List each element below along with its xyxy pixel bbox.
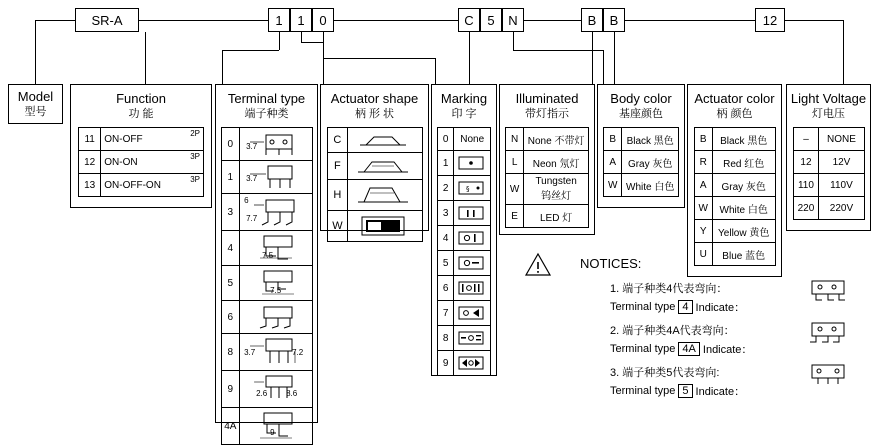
column-terminal-type (215, 84, 318, 437)
marking-figure-3 (454, 204, 488, 222)
table-row (79, 151, 204, 174)
table-row (221, 266, 312, 301)
table-row (438, 201, 491, 226)
table-row (221, 301, 312, 334)
model-title-cn: 型号 (24, 106, 47, 118)
act-color-code: B (699, 133, 707, 145)
act-color-cn: 红色 (744, 158, 765, 170)
terminal-code: 6 (227, 311, 234, 323)
body-color-cn: 白色 (654, 181, 675, 193)
act-color-code: U (699, 248, 707, 260)
notice-3-cn: 3. 端子种类5代表弯向: (610, 367, 720, 379)
table-row (694, 174, 775, 197)
act-color-en: White (719, 204, 746, 216)
notice-3-figure (806, 362, 850, 388)
marking-figure-8 (454, 329, 488, 347)
marking-code: 5 (442, 257, 449, 269)
terminal-dim: 7.5 (262, 251, 274, 260)
connector-line (625, 20, 755, 21)
light-voltage-title-cn: 灯电压 (812, 108, 845, 120)
illum-cn: 钨丝灯 (541, 191, 572, 202)
top-code-0: 0 (312, 8, 334, 32)
shape-figure-w (348, 213, 418, 239)
marking-figure-7 (454, 304, 488, 322)
voltage-code: 12 (800, 156, 812, 168)
body-color-title-en: Body color (610, 91, 672, 106)
terminal-dim: 7.2 (292, 348, 304, 357)
marking-figure-2 (454, 179, 488, 197)
column-body-color (597, 84, 685, 208)
table-row (438, 176, 491, 201)
table-row (604, 128, 679, 151)
function-code: 13 (84, 179, 96, 191)
top-code-b1: B (581, 8, 603, 32)
shape-figure-h (348, 182, 418, 208)
terminal-title-cn: 端子种类 (244, 108, 289, 120)
top-code-1a: 1 (268, 8, 290, 32)
voltage-value: 110V (830, 179, 853, 191)
voltage-code: 110 (797, 179, 814, 191)
illum-cn: 不带灯 (554, 135, 585, 147)
terminal-dim: 9 (270, 428, 275, 437)
notice-1-cn: 1. 端子种类4代表弯向： (610, 283, 728, 295)
marking-code: 6 (442, 282, 449, 294)
terminal-code: 4A (224, 420, 237, 432)
table-row (438, 301, 491, 326)
table-row (221, 161, 312, 194)
act-color-code: Y (699, 225, 707, 237)
table-row (221, 371, 312, 408)
terminal-dim: 6 (244, 196, 249, 205)
column-model (8, 84, 63, 124)
drop-line-illum (469, 32, 470, 84)
notice-1-code: 4 (678, 300, 692, 314)
illuminated-title-en: Illuminated (515, 91, 579, 106)
marking-code: 3 (442, 207, 449, 219)
light-voltage-table (793, 127, 865, 220)
terminal-code: 3 (227, 206, 234, 218)
function-text: ON-ON (104, 156, 138, 168)
actuator-color-title-en: Actuator color (694, 91, 775, 106)
drop-line-body2 (603, 50, 604, 84)
shape-figure-f (348, 155, 418, 177)
top-code-1b: 1 (290, 8, 312, 32)
voltage-value: NONE (827, 133, 856, 145)
terminal-figure-9 (240, 372, 310, 406)
column-marking (431, 84, 497, 376)
marking-figure-4 (454, 229, 488, 247)
bracket-marking (323, 58, 435, 59)
act-color-en: Yellow (718, 227, 747, 239)
column-light-voltage (786, 84, 871, 231)
illum-code: W (509, 183, 520, 195)
drop-line-function (145, 32, 146, 84)
terminal-figure-4a (240, 409, 310, 443)
table-row (438, 276, 491, 301)
function-note: 3P (190, 152, 200, 161)
table-row (327, 128, 422, 153)
table-row (694, 151, 775, 174)
illum-en: Tungsten (535, 176, 577, 187)
act-color-code: R (699, 156, 707, 168)
act-color-code: W (698, 202, 708, 214)
voltage-value: 220V (829, 202, 854, 214)
drop-line-terminal2 (222, 50, 223, 84)
function-note: 3P (190, 175, 200, 184)
terminal-code: 8 (227, 346, 234, 358)
function-code: 12 (84, 156, 96, 168)
illum-cn: 氖灯 (559, 158, 580, 170)
function-title-cn: 功 能 (128, 108, 154, 120)
table-row (327, 180, 422, 211)
act-color-cn: 蓝色 (745, 250, 766, 262)
marking-title-cn: 印 字 (451, 108, 477, 120)
light-voltage-title-en: Light Voltage (790, 91, 867, 106)
table-row (694, 220, 775, 243)
table-row (438, 326, 491, 351)
marking-title-en: Marking (440, 91, 488, 106)
marking-code: 7 (442, 307, 449, 319)
column-function (70, 84, 212, 208)
terminal-table (221, 127, 313, 445)
drop-line-model (35, 20, 36, 84)
notice-2-cn: 2. 端子种类4A代表弯向： (610, 325, 735, 337)
voltage-code: 220 (797, 202, 815, 214)
terminal-dim: 2.6 (256, 389, 268, 398)
table-row (604, 174, 679, 197)
marking-code: 8 (442, 332, 449, 344)
voltage-value: 12V (832, 156, 851, 168)
terminal-dim: 3.7 (246, 142, 258, 151)
top-code-12: 12 (755, 8, 785, 32)
body-color-en: Black (626, 135, 652, 147)
function-table (78, 127, 204, 197)
table-row (221, 194, 312, 231)
table-row (694, 128, 775, 151)
marking-code: 4 (442, 232, 449, 244)
illuminated-table (505, 127, 589, 228)
body-color-code: W (607, 179, 618, 191)
notice-2-en-prefix: Terminal type (610, 343, 676, 355)
table-row (221, 408, 312, 445)
table-row (438, 251, 491, 276)
table-row (793, 197, 864, 220)
table-row (327, 211, 422, 242)
svg-text:§: § (466, 185, 470, 193)
body-color-cn: 灰色 (652, 158, 673, 170)
actuator-color-title-cn: 柄 颜色 (716, 108, 753, 120)
marking-figure-6 (454, 279, 488, 297)
drop-line-actcolor (614, 32, 615, 84)
illum-cn: 灯 (562, 212, 573, 224)
table-row (438, 128, 491, 151)
terminal-dim: 3.7 (246, 174, 258, 183)
notice-2-en-suffix: Indicate： (702, 344, 753, 356)
table-row (506, 151, 589, 174)
shape-code: H (333, 189, 342, 201)
model-title-en: Model (17, 89, 54, 104)
terminal-dim: 7.5 (270, 286, 282, 295)
body-color-code: A (609, 156, 617, 168)
act-color-en: Gray (721, 181, 744, 193)
warning-triangle-icon (524, 252, 552, 278)
actuator-shape-title-cn: 柄 形 状 (354, 108, 395, 120)
connector-line (785, 20, 843, 21)
table-row (221, 231, 312, 266)
shape-figure-c (348, 130, 418, 150)
top-code-n: N (502, 8, 524, 32)
connector-line (35, 20, 75, 21)
table-row (604, 151, 679, 174)
act-color-cn: 黄色 (749, 227, 770, 239)
table-row (694, 243, 775, 266)
function-note: 2P (190, 129, 200, 138)
illuminated-title-cn: 带灯指示 (525, 108, 569, 120)
notices-title: NOTICES: (580, 256, 642, 271)
notice-1-en-suffix: Indicate： (695, 302, 746, 314)
act-color-en: Black (720, 135, 745, 147)
terminal-figure-6 (240, 302, 310, 332)
illum-code: L (511, 156, 518, 168)
body-color-en: White (626, 181, 652, 193)
table-row (793, 128, 864, 151)
column-actuator-color (687, 84, 782, 277)
notice-2-code: 4A (678, 342, 699, 356)
marking-code: 0 (442, 133, 449, 145)
notice-3-en-suffix: Indicate： (695, 386, 746, 398)
marking-none-label: None (460, 133, 485, 145)
shape-code: W (332, 220, 343, 232)
shape-code: F (334, 160, 341, 172)
table-row (438, 151, 491, 176)
marking-figure-5 (454, 254, 488, 272)
bracket-terminal (222, 50, 279, 51)
drop-line-marking2 (435, 58, 436, 84)
body-color-en: Gray (627, 158, 650, 170)
bracket-body (513, 50, 603, 51)
illum-en: LED (539, 212, 560, 224)
terminal-title-en: Terminal type (227, 91, 306, 106)
act-color-cn: 灰色 (745, 181, 766, 193)
body-color-table (603, 127, 679, 197)
table-row (506, 205, 589, 228)
function-text: ON-OFF-ON (104, 179, 161, 191)
top-code-sr-a: SR-A (75, 8, 139, 32)
table-row (221, 334, 312, 371)
terminal-figure-3 (240, 195, 310, 229)
table-row (327, 153, 422, 180)
illum-code: N (510, 133, 519, 145)
actuator-shape-table (327, 127, 423, 242)
marking-code: 1 (442, 157, 449, 169)
notice-1-en-prefix: Terminal type (610, 301, 676, 313)
top-code-5: 5 (480, 8, 502, 32)
table-row (506, 128, 589, 151)
marking-code: 2 (442, 182, 449, 194)
act-color-en: Blue (722, 250, 743, 262)
notice-3-code: 5 (678, 384, 692, 398)
column-illuminated (499, 84, 595, 235)
table-row (793, 151, 864, 174)
actuator-shape-title-en: Actuator shape (330, 91, 419, 106)
notice-2-figure (806, 320, 850, 346)
terminal-dim: 8.6 (286, 389, 298, 398)
terminal-dim: 7.7 (246, 214, 258, 223)
terminal-dim: 3.7 (244, 348, 256, 357)
table-row (506, 174, 589, 205)
table-row (79, 174, 204, 197)
notice-3-en-prefix: Terminal type (610, 385, 676, 397)
table-row (438, 226, 491, 251)
terminal-code: 4 (227, 242, 234, 254)
table-row (79, 128, 204, 151)
marking-figure-1 (454, 154, 488, 172)
illum-en: Neon (532, 158, 557, 170)
terminal-code: 0 (227, 138, 234, 150)
act-color-code: A (699, 179, 707, 191)
function-text: ON-OFF (104, 133, 143, 145)
column-actuator-shape (320, 84, 429, 231)
table-row (438, 351, 491, 376)
act-color-en: Red (723, 158, 742, 170)
body-color-cn: 黑色 (653, 135, 674, 147)
function-title-en: Function (116, 91, 166, 106)
bracket-actuator (301, 42, 323, 43)
drop-line-actuatorshape (301, 32, 302, 42)
marking-code: 9 (442, 357, 449, 369)
connector-line (139, 20, 268, 21)
actuator-color-table (694, 127, 776, 266)
terminal-code: 1 (227, 171, 234, 183)
connector-line (334, 20, 458, 21)
drop-line-voltage (843, 20, 844, 84)
body-color-title-cn: 基座颜色 (619, 108, 663, 120)
table-row (793, 174, 864, 197)
drop-line-actuator2 (323, 42, 324, 84)
illum-code: E (511, 210, 518, 222)
voltage-code: – (803, 133, 809, 145)
top-code-c: C (458, 8, 480, 32)
drop-line-illum-sel (592, 32, 593, 84)
function-code: 11 (84, 133, 95, 145)
marking-table (437, 127, 491, 376)
terminal-code: 5 (227, 277, 234, 289)
connector-line (524, 20, 581, 21)
illum-en: None (527, 135, 552, 147)
drop-line-body (513, 32, 514, 50)
terminal-code: 9 (227, 383, 234, 395)
table-row (694, 197, 775, 220)
body-color-code: B (609, 133, 617, 145)
notice-1-figure (806, 278, 850, 304)
table-row (221, 128, 312, 161)
top-code-b2: B (603, 8, 625, 32)
shape-code: C (333, 134, 342, 146)
act-color-cn: 白色 (747, 204, 768, 216)
marking-figure-9 (454, 354, 488, 372)
terminal-figure-4 (240, 232, 310, 264)
drop-line-terminal (279, 32, 280, 50)
act-color-cn: 黑色 (747, 135, 768, 147)
